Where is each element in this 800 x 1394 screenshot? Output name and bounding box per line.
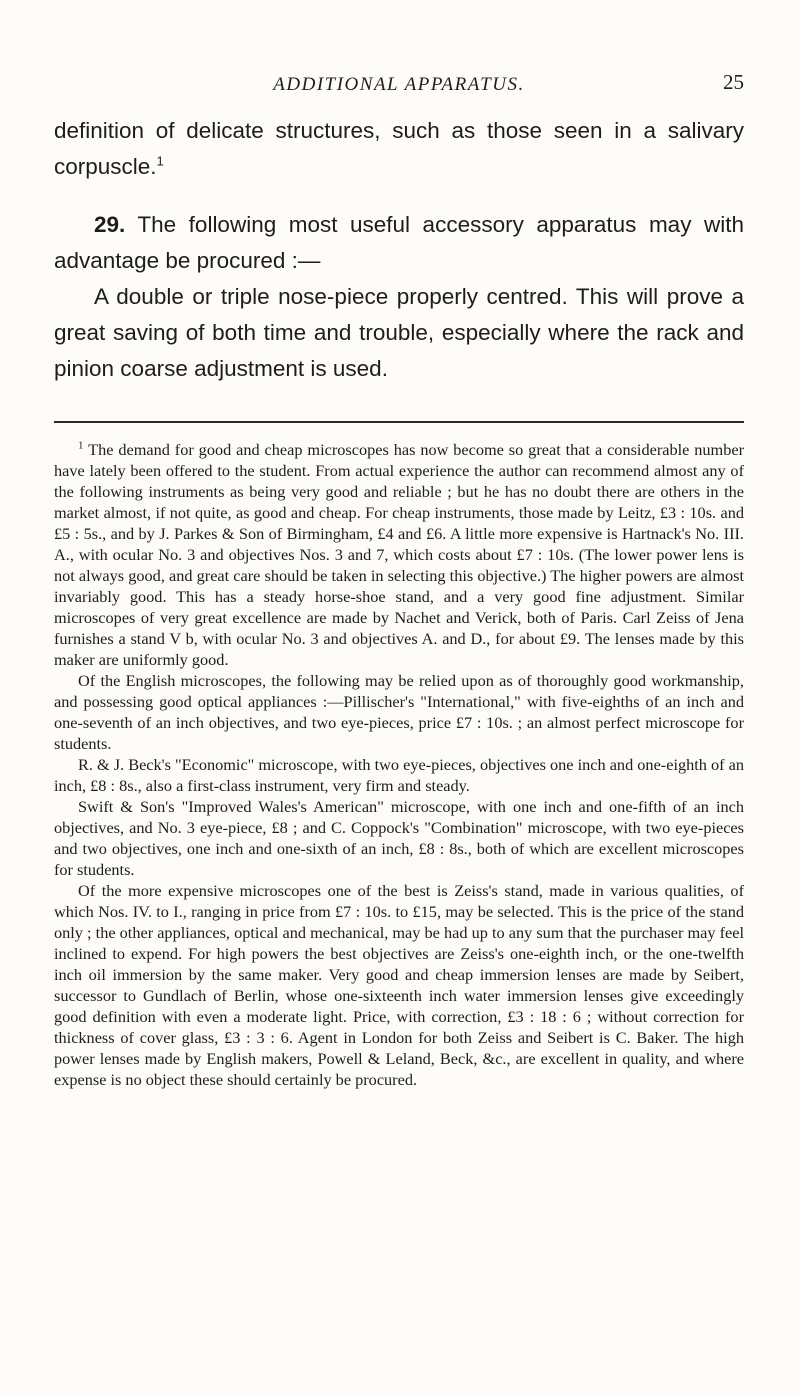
- footnote-reference: 1: [156, 153, 164, 169]
- footnote-paragraph-3: R. & J. Beck's "Economic" microscope, with two eye-pieces, objectives one inch and one-eighth of an inch, £8 : 8s., also a first-class instrument, very firm and steady.: [54, 755, 744, 795]
- page-number: 25: [723, 70, 744, 94]
- page: [54, 0, 744, 1090]
- footnote-divider: [54, 421, 744, 423]
- footnote-paragraph-4: Swift & Son's "Improved Wales's American" microscope, with one inch and one-fifth of an inch objectives, and No. 3 eye-piece, £8 ; and C. Coppock's "Combination" microscope, with two eye-pieces and two objectives, one inch and one-sixth of an inch, £8 : 8s., both of which are excellent microscopes for students.: [54, 797, 744, 879]
- footnote-paragraph-5: Of the more expensive microscopes one of the best is Zeiss's stand, made in various qualities, of which Nos. IV. to I., ranging in price from £7 : 10s. to £15, may be selected. This is the price of the stand only ; the other appliances, optical and mechanical, may be had up to any sum that the purchaser may feel inclined to expend. For high powers the best objectives are Zeiss's one-eighth inch, or the one-twelfth inch oil immersion by the same maker. Very good and cheap immersion lenses are made by Seibert, successor to Gundlach of Berlin, whose one-sixteenth inch water immersion lenses give exceedingly good definition with even a moderate light. Price, with correction, £3 : 18 : 6 ; without correction for thickness of cover glass, £3 : 3 : 6. Agent in London for both Zeiss and Seibert is C. Baker. The high power lenses made by English makers, Powell & Leland, Beck, &c., are excellent in quality, and where expense is no object these should certainly be procured.: [54, 881, 744, 1089]
- footnote-paragraph-2: Of the English microscopes, the following may be relied upon as of thoroughly good workmanship, and possessing good optical appliances :—Pillischer's "International," with five-eighths of an inch and one-seventh of an inch objectives, and two eye-pieces, price £7 : 10s. ; an almost perfect microscope for students.: [54, 671, 744, 753]
- footnote-marker: 1: [78, 439, 84, 452]
- page-header: [54, 0, 744, 95]
- nose-piece-paragraph: A double or triple nose-piece properly centred. This will prove a great saving of both time and trouble, especially where the rack and pinion coarse adjustment is used.: [54, 284, 744, 381]
- continuation-paragraph: [54, 113, 744, 185]
- footnote: [54, 439, 744, 1090]
- footnote-paragraph-1: [54, 439, 744, 670]
- footnote-text-1: The demand for good and cheap microscopes has now become so great that a considerable number have lately been offered to the student. From actual experience the author can recommend almost any of the following instruments as being very good and reliable ; but he has no doubt there are others in the market almost, if not quite, as good and cheap. For cheap instruments, those made by Leitz, £3 : 10s. and £5 : 5s., and by J. Parkes & Son of Birmingham, £4 and £6. A little more expensive is Hartnack's No. III. A., with ocular No. 3 and objectives Nos. 3 and 7, which costs about £7 : 10s. (The lower power lens is not always good, and great care should be taken in selecting this objective.) The higher powers are almost invariably good. This has a steady horse-shoe stand, and a very good fine adjustment. Similar microscopes of very great excellence are made by Nachet and Verick, both of Paris. Carl Zeiss of Jena furnishes a stand V b, with ocular No. 3 and objectives A. and D., for about £9. The lenses made by this maker are uniformly good.: [54, 440, 744, 669]
- continuation-text: definition of delicate structures, such as those seen in a salivary corpuscle.: [54, 118, 744, 179]
- section-text: The following most useful accessory apparatus may with advantage be procured :—: [54, 212, 744, 273]
- running-head: ADDITIONAL APPARATUS.: [273, 74, 525, 95]
- section-number: 29.: [94, 212, 126, 237]
- section-paragraph: [54, 207, 744, 279]
